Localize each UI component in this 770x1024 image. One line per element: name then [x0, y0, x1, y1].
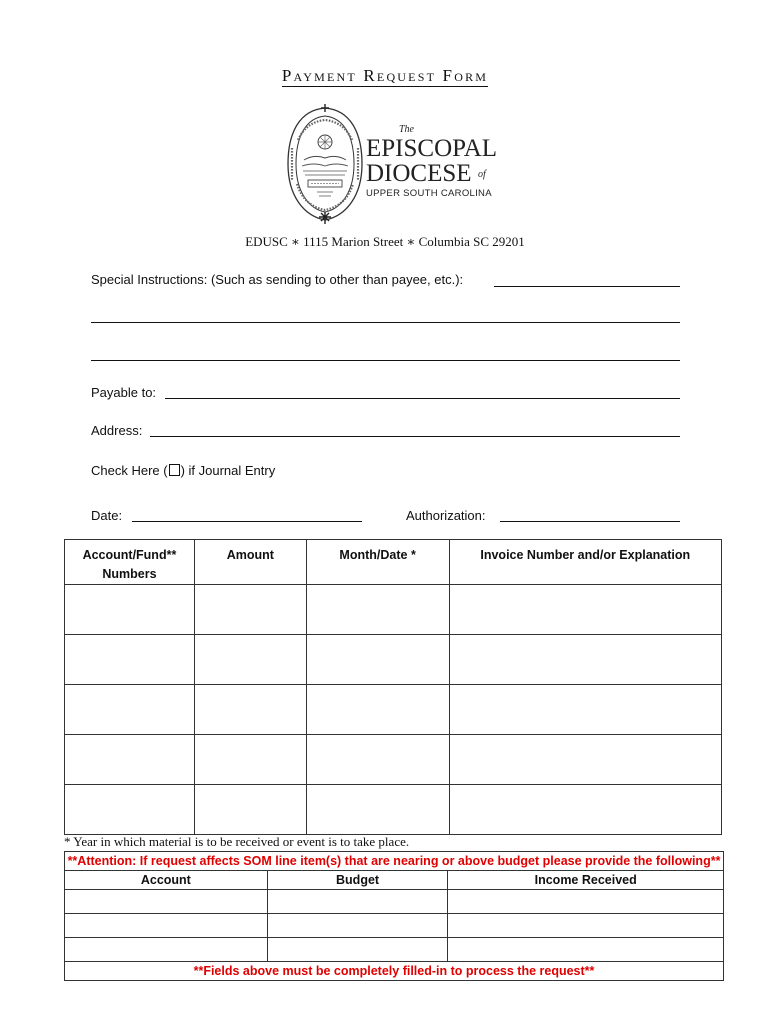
special-instructions-line-3[interactable] [91, 360, 680, 361]
journal-entry-label-pre: Check Here ( [91, 463, 168, 478]
diocese-logo [284, 104, 498, 226]
month-date-cell[interactable] [306, 635, 449, 685]
amount-cell[interactable] [194, 785, 306, 835]
account-cell[interactable] [65, 635, 195, 685]
account-cell[interactable] [65, 735, 195, 785]
amount-cell[interactable] [194, 585, 306, 635]
logo-the: The [399, 124, 414, 135]
table-row [65, 785, 722, 835]
account-cell[interactable] [65, 685, 195, 735]
invoice-cell[interactable] [449, 685, 721, 735]
som-budget-cell[interactable] [267, 890, 448, 914]
som-income-cell[interactable] [448, 938, 724, 962]
som-account-cell[interactable] [65, 938, 268, 962]
journal-entry-checkbox[interactable] [169, 464, 180, 476]
logo-diocese: DIOCESE [366, 160, 472, 187]
month-date-cell[interactable] [306, 785, 449, 835]
logo-episcopal: EPISCOPAL [366, 135, 498, 162]
month-date-cell[interactable] [306, 585, 449, 635]
som-income-cell[interactable] [448, 914, 724, 938]
special-instructions-field[interactable] [494, 286, 680, 287]
table-row [65, 914, 724, 938]
column-header-account-fund: Account/Fund** Numbers [65, 540, 195, 585]
som-attention-row [65, 852, 724, 871]
required-fields-note: **Fields above must be completely filled-in to process the request** [65, 962, 724, 981]
form-title: Payment Request Form [281, 66, 489, 85]
som-budget-table [64, 851, 724, 981]
amount-cell[interactable] [194, 735, 306, 785]
payment-items-table [64, 539, 722, 835]
journal-entry-label-post: ) if Journal Entry [180, 463, 276, 478]
account-cell[interactable] [65, 585, 195, 635]
som-header-budget: Budget [267, 871, 448, 890]
authorization-label: Authorization: [406, 508, 486, 523]
journal-entry-row [91, 463, 275, 478]
som-header-account: Account [65, 871, 268, 890]
som-budget-cell[interactable] [267, 914, 448, 938]
table-header-row [65, 540, 722, 585]
som-attention-note: **Attention: If request affects SOM line item(s) that are nearing or above budget please provide the following** [65, 852, 724, 871]
invoice-cell[interactable] [449, 585, 721, 635]
payable-to-field[interactable] [165, 398, 680, 399]
authorization-field[interactable] [500, 521, 680, 522]
table-row [65, 890, 724, 914]
month-date-cell[interactable] [306, 685, 449, 735]
address-label: Address: [91, 423, 143, 438]
som-budget-cell[interactable] [267, 938, 448, 962]
invoice-cell[interactable] [449, 785, 721, 835]
som-income-cell[interactable] [448, 890, 724, 914]
address-field[interactable] [150, 436, 680, 437]
logo-upper-south-carolina: UPPER SOUTH CAROLINA [366, 188, 492, 199]
amount-cell[interactable] [194, 685, 306, 735]
diocese-seal-icon [284, 104, 366, 224]
account-cell[interactable] [65, 785, 195, 835]
column-header-invoice-explanation: Invoice Number and/or Explanation [449, 540, 721, 585]
som-account-cell[interactable] [65, 890, 268, 914]
date-field[interactable] [132, 521, 362, 522]
som-header-row [65, 871, 724, 890]
som-account-cell[interactable] [65, 914, 268, 938]
special-instructions-label: Special Instructions: (Such as sending to other than payee, etc.): [91, 272, 464, 287]
invoice-cell[interactable] [449, 735, 721, 785]
column-header-month-date: Month/Date * [306, 540, 449, 585]
table-row [65, 635, 722, 685]
table-row [65, 735, 722, 785]
som-header-income-received: Income Received [448, 871, 724, 890]
month-date-cell[interactable] [306, 735, 449, 785]
payable-to-label: Payable to: [91, 385, 157, 400]
form-title-wrap [0, 66, 770, 87]
invoice-cell[interactable] [449, 635, 721, 685]
year-footnote: * Year in which material is to be received or event is to take place. [64, 834, 410, 849]
column-header-amount: Amount [194, 540, 306, 585]
table-row [65, 585, 722, 635]
special-instructions-line-2[interactable] [91, 322, 680, 323]
table-row [65, 938, 724, 962]
table-row [65, 685, 722, 735]
amount-cell[interactable] [194, 635, 306, 685]
logo-of: of [478, 169, 486, 180]
date-label: Date: [91, 508, 123, 523]
diocese-address: EDUSC ∗ 1115 Marion Street ∗ Columbia SC 29201 [245, 234, 525, 249]
som-required-row [65, 962, 724, 981]
